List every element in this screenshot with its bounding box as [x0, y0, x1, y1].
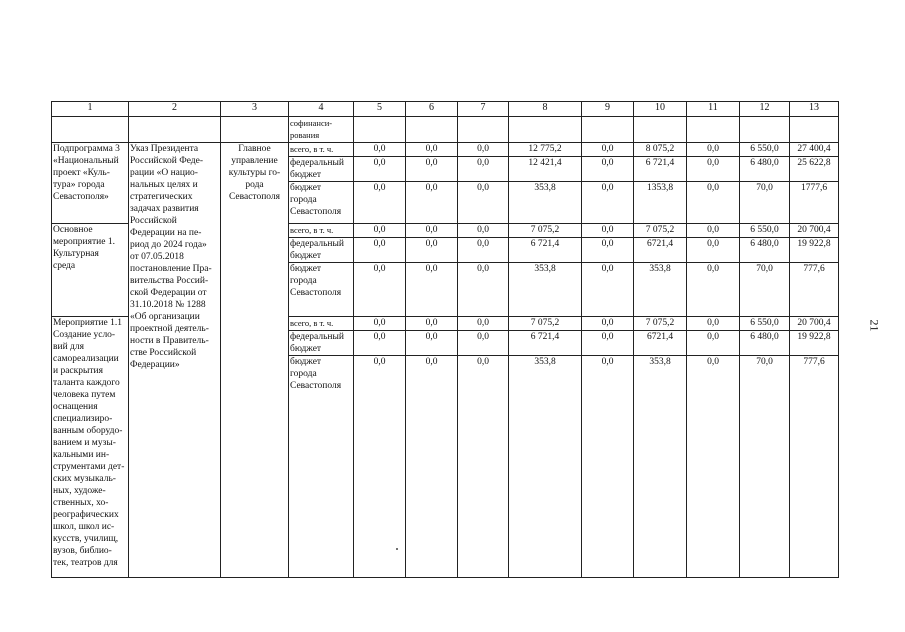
value-cell: 0,0 — [354, 356, 406, 578]
empty-cell — [509, 117, 582, 143]
value-cell: 6 550,0 — [740, 143, 790, 157]
value-cell: 0,0 — [406, 143, 458, 157]
legal-basis-cell: Указ Президента Российской Феде- рации «О нацио- нальных целях и стратегических задачах развития Российской Федерации на пе- риод до 2024 года» от 07.05.2018 постановление Пра- вительства Россий- ской Федерации от 31.10.2018 № 1288 «Об организации проектной деятель- ности в Правитель- стве Российской Федерации» — [129, 143, 221, 578]
value-cell: 1353,8 — [634, 182, 687, 224]
value-cell: 7 075,2 — [509, 317, 582, 331]
value-cell: 0,0 — [687, 331, 740, 356]
header-cell: 9 — [582, 102, 634, 117]
empty-cell — [458, 117, 509, 143]
header-cell: 10 — [634, 102, 687, 117]
header-cell: 7 — [458, 102, 509, 117]
header-cell: 3 — [221, 102, 289, 117]
item-name-cell: Мероприятие 1.1 Создание усло- вий для самореализации и раскрытия таланта каждого человека путем оснащения специализиро- ванным оборудо- ванием и музы- кальными ин- струментами дет- ских музыкаль- ных, художе- ственных, хо- реографических школ, школ ис- кусств, училищ, вузов, библио- тек, театров для — [52, 317, 129, 578]
value-cell: 0,0 — [406, 238, 458, 263]
value-cell: 0,0 — [687, 356, 740, 578]
value-cell: 19 922,8 — [790, 331, 839, 356]
value-cell: 70,0 — [740, 356, 790, 578]
value-cell: 0,0 — [582, 317, 634, 331]
value-cell: 0,0 — [354, 143, 406, 157]
value-cell: 70,0 — [740, 182, 790, 224]
value-cell: 0,0 — [458, 143, 509, 157]
value-cell: 0,0 — [406, 182, 458, 224]
empty-cell — [52, 117, 129, 143]
empty-cell — [634, 117, 687, 143]
empty-cell — [354, 117, 406, 143]
value-cell: 0,0 — [582, 182, 634, 224]
value-cell: 20 700,4 — [790, 224, 839, 238]
value-cell: 1777,6 — [790, 182, 839, 224]
value-cell: 0,0 — [687, 238, 740, 263]
value-cell: 0,0 — [582, 238, 634, 263]
value-cell: 353,8 — [634, 263, 687, 317]
value-cell: 25 622,8 — [790, 157, 839, 182]
value-cell: 20 700,4 — [790, 317, 839, 331]
header-cell: 4 — [289, 102, 354, 117]
value-cell: 0,0 — [687, 143, 740, 157]
value-cell: 7 075,2 — [634, 224, 687, 238]
value-cell: 0,0 — [458, 263, 509, 317]
value-cell: 0,0 — [458, 331, 509, 356]
value-cell: 6 721,4 — [634, 157, 687, 182]
value-cell: 0,0 — [687, 182, 740, 224]
table-row — [52, 117, 839, 143]
header-cell: 11 — [687, 102, 740, 117]
value-cell: 0,0 — [458, 157, 509, 182]
value-cell: 0,0 — [582, 143, 634, 157]
value-cell: 6721,4 — [634, 331, 687, 356]
value-cell: 0,0 — [458, 317, 509, 331]
header-cell: 13 — [790, 102, 839, 117]
value-cell: 0,0 — [406, 157, 458, 182]
value-cell: 0,0 — [354, 238, 406, 263]
value-cell: 0,0 — [354, 157, 406, 182]
value-cell: 777,6 — [790, 356, 839, 578]
value-cell: 6 480,0 — [740, 157, 790, 182]
empty-cell — [790, 117, 839, 143]
value-cell: 0,0 — [406, 356, 458, 578]
scan-speck — [396, 548, 398, 550]
value-cell: 353,8 — [509, 263, 582, 317]
funding-source-cell: федеральный бюджет — [289, 331, 354, 356]
value-cell: 0,0 — [406, 263, 458, 317]
header-cell: 6 — [406, 102, 458, 117]
value-cell: 0,0 — [458, 224, 509, 238]
value-cell: 777,6 — [790, 263, 839, 317]
value-cell: 0,0 — [406, 317, 458, 331]
value-cell: 7 075,2 — [509, 224, 582, 238]
empty-cell — [582, 117, 634, 143]
value-cell: 6 480,0 — [740, 238, 790, 263]
value-cell: 0,0 — [582, 356, 634, 578]
empty-cell — [687, 117, 740, 143]
empty-cell — [129, 117, 221, 143]
header-cell: 1 — [52, 102, 129, 117]
funding-source-cell: бюджет города Севастополя — [289, 263, 354, 317]
value-cell: 353,8 — [634, 356, 687, 578]
header-cell: 8 — [509, 102, 582, 117]
item-name-cell: Подпрограмма 3 «Национальный проект «Куль- тура» города Севастополя» — [52, 143, 129, 224]
funding-source-cell: всего, в т. ч. — [289, 143, 354, 157]
header-row — [52, 102, 839, 117]
value-cell: 0,0 — [354, 317, 406, 331]
header-cell: 2 — [129, 102, 221, 117]
value-cell: 8 075,2 — [634, 143, 687, 157]
funding-source-cell: бюджет города Севастополя — [289, 182, 354, 224]
executor-cell: Главное управление культуры го- рода Севастополя — [221, 143, 289, 578]
value-cell: 0,0 — [687, 224, 740, 238]
value-cell: 70,0 — [740, 263, 790, 317]
funding-source-cell: всего, в т. ч. — [289, 224, 354, 238]
funding-source-cell: федеральный бюджет — [289, 157, 354, 182]
value-cell: 27 400,4 — [790, 143, 839, 157]
funding-source-cell: всего, в т. ч. — [289, 317, 354, 331]
value-cell: 0,0 — [354, 331, 406, 356]
value-cell: 7 075,2 — [634, 317, 687, 331]
finance-table — [51, 101, 839, 578]
empty-cell — [221, 117, 289, 143]
value-cell: 0,0 — [687, 263, 740, 317]
value-cell: 0,0 — [458, 356, 509, 578]
header-cell: 5 — [354, 102, 406, 117]
value-cell: 0,0 — [354, 263, 406, 317]
value-cell: 6 721,4 — [509, 331, 582, 356]
header-cell: 12 — [740, 102, 790, 117]
value-cell: 0,0 — [354, 182, 406, 224]
value-cell: 353,8 — [509, 182, 582, 224]
value-cell: 6 721,4 — [509, 238, 582, 263]
table-body — [52, 102, 839, 578]
value-cell: 19 922,8 — [790, 238, 839, 263]
value-cell: 0,0 — [458, 238, 509, 263]
page-number: 21 — [867, 319, 882, 332]
funding-source-cell: бюджет города Севастополя — [289, 356, 354, 578]
value-cell: 0,0 — [582, 224, 634, 238]
cofinancing-note: софинанси- рования — [289, 117, 354, 143]
value-cell: 12 421,4 — [509, 157, 582, 182]
empty-cell — [740, 117, 790, 143]
table-row — [52, 143, 839, 157]
empty-cell — [406, 117, 458, 143]
value-cell: 0,0 — [582, 157, 634, 182]
value-cell: 0,0 — [406, 224, 458, 238]
value-cell: 6 550,0 — [740, 224, 790, 238]
funding-source-cell: федеральный бюджет — [289, 238, 354, 263]
value-cell: 0,0 — [687, 157, 740, 182]
value-cell: 0,0 — [406, 331, 458, 356]
value-cell: 353,8 — [509, 356, 582, 578]
value-cell: 0,0 — [458, 182, 509, 224]
value-cell: 6 480,0 — [740, 331, 790, 356]
value-cell: 0,0 — [582, 331, 634, 356]
value-cell: 0,0 — [687, 317, 740, 331]
value-cell: 12 775,2 — [509, 143, 582, 157]
value-cell: 6 550,0 — [740, 317, 790, 331]
value-cell: 0,0 — [582, 263, 634, 317]
item-name-cell: Основное мероприятие 1. Культурная среда — [52, 224, 129, 317]
value-cell: 0,0 — [354, 224, 406, 238]
value-cell: 6721,4 — [634, 238, 687, 263]
